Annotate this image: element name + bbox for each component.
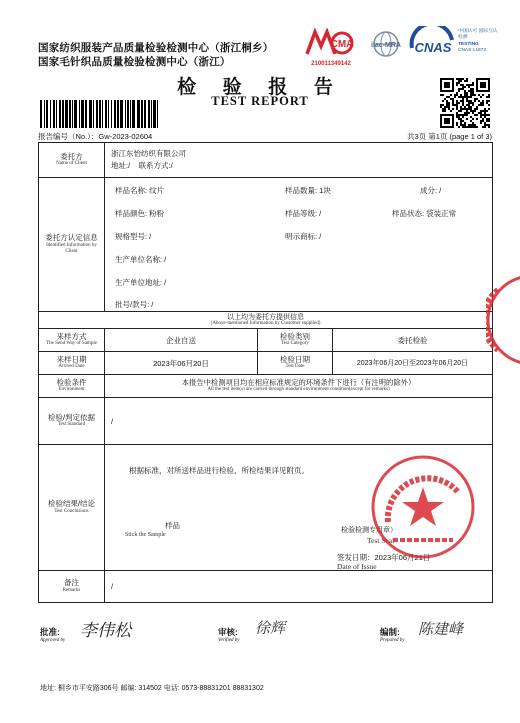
client-value [105,143,493,178]
composition: 成分: / [420,186,442,195]
verified-label-en: Verified by [218,638,240,643]
cnas-no: CNAS L1872 [458,48,486,54]
arrived-date-label: 来样日期 Arrived Date [39,352,105,375]
environment-text-en: All the test item(s) are carried through standard environment condition(except for remarks) [207,387,390,393]
org-name-line2: 国家毛针织品质量检验检测中心（浙江） [38,56,231,68]
client-note [39,312,493,329]
report-no-value: Gw-2023-02604 [98,132,153,141]
environment-text-cn: 本报告中检测项目均在相应标准规定的环境条件下进行（有注明的除外） [181,378,416,388]
issue-date-value: 2023年06月21日 [374,553,431,562]
prepared-by [380,626,404,643]
arrived-date-value: 2023年06月20日 [105,352,258,375]
verified-label-cn: 审核: [218,627,238,637]
approved-signature: 李伟松 [80,621,131,641]
environment-row [39,375,493,398]
client-info-value [105,178,493,312]
batch-no: 批号/款号: / [115,300,154,309]
test-category-label: 检验类别 Test Category [258,329,333,352]
ilac-globe-icon [366,30,406,64]
client-contact: 联系方式:/ [138,161,173,170]
cnas-caption [458,29,498,55]
date-of-issue-en: Date of Issue [337,562,377,571]
client-info-row [39,178,493,312]
approved-label-cn: 批准: [40,627,60,637]
barcode-icon [40,100,158,128]
test-date-value: 2023年06月20日至2023年06月20日 [333,352,493,375]
cma-text: CMA [330,39,354,50]
spec: 规格型号: / [115,232,152,241]
remarks-value: / [105,571,493,603]
ilac-mra-logo [366,30,406,64]
cnas-logo [408,26,498,68]
cnas-text: CNAS [414,40,452,55]
cnas-cn: 中国认可 国际互认 检测 [458,29,498,41]
test-date-label: 检验日期 Test Date [258,352,333,375]
conclusion-label: 检验结果/结论 Test Conclusions [39,445,105,571]
client-label: 委托方 Name of Client [39,143,105,178]
client-note-row [39,312,493,329]
barcode [40,100,158,128]
report-number [38,131,152,142]
standard-row [39,398,493,445]
report-title-en: TEST REPORT [211,94,309,108]
sample-status: 样品状态: 袋装正常 [392,209,457,218]
seal-label-cn: 检验检测专用章） [341,527,397,534]
dates-row [39,352,493,375]
footer-address: 地址: 桐乡市平安路306号 邮编: 314502 电话: 0573-88831201 88831302 [40,685,264,692]
sample-label-en: Stick the Sample [125,532,166,538]
prepared-label-en: Prepared by [380,638,405,643]
verified-signature: 徐辉 [255,619,286,637]
verified-by [218,626,240,643]
qr-code [440,78,490,128]
cma-mark-icon [305,28,357,56]
official-seal-icon [368,452,478,562]
ilac-text: ilac-MRA [371,42,401,49]
seal-label-en: Test Seal [367,536,395,545]
producer: 生产单位名称: / [115,255,167,264]
client-address: 地址:/ [111,161,131,170]
environment-label: 检验条件 Environment [39,375,105,398]
producer-address: 生产单位地址: / [115,278,167,287]
test-category-value: 委托检验 [333,329,493,352]
client-note-cn: 以上均为委托方提供信息 [227,313,304,321]
approved-by [40,626,65,643]
client-row [39,143,493,178]
client-note-en: (Above-mentioned Information by Customer supplied) [210,321,321,327]
cnas-mark-icon [408,26,458,66]
remarks-row [39,571,493,603]
report-title-cn: 检 验 报 告 [177,76,343,98]
sample-grade: 样品等级: / [285,209,322,218]
client-address-line [111,160,489,172]
send-way-label: 来样方式 The Send Way of Sample [39,329,105,352]
remarks-label: 备注 Remarks [39,571,105,603]
org-name-line1: 国家纺织服装产品质量检验检测中心（浙江桐乡） [38,42,274,54]
environment-value [105,375,493,398]
trademark: 明示商标: / [285,232,322,241]
sample-qty: 样品数量: 1块 [285,186,331,195]
prepared-signature: 陈建峰 [418,620,464,638]
report-no-label: 报告编号（No.）： [38,132,99,141]
issue-date-label: 签发日期： [337,553,375,562]
client-name: 浙江东怡纺织有限公司 [111,149,186,158]
send-way-value: 企业自送 [105,329,258,352]
edge-seal-icon [486,270,520,370]
cma-logo [305,28,357,66]
client-info-label: 委托方认定信息 Identified Information by Client [39,178,105,312]
conclusion-text: 根据标准，对所送样品进行检验，所检结果详见附页。 [129,466,309,475]
cma-number: 210011349142 [311,61,351,67]
standard-label: 检验/判定依据 Test Standard [39,398,105,445]
send-way-row [39,329,493,352]
prepared-label-cn: 编制: [380,627,400,637]
sample-color: 样品颜色: 粉粉 [115,209,165,218]
standard-value: / [105,398,493,445]
approved-label-en: Approved by [40,638,66,643]
cnas-en: TESTING [458,41,479,47]
qr-code-icon [440,78,490,128]
sample-label-cn: 样品 [165,521,180,530]
sample-name: 样品名称: 纹片 [115,186,165,195]
page-info: 共3页 第1页 (page 1 of 3) [406,132,492,141]
